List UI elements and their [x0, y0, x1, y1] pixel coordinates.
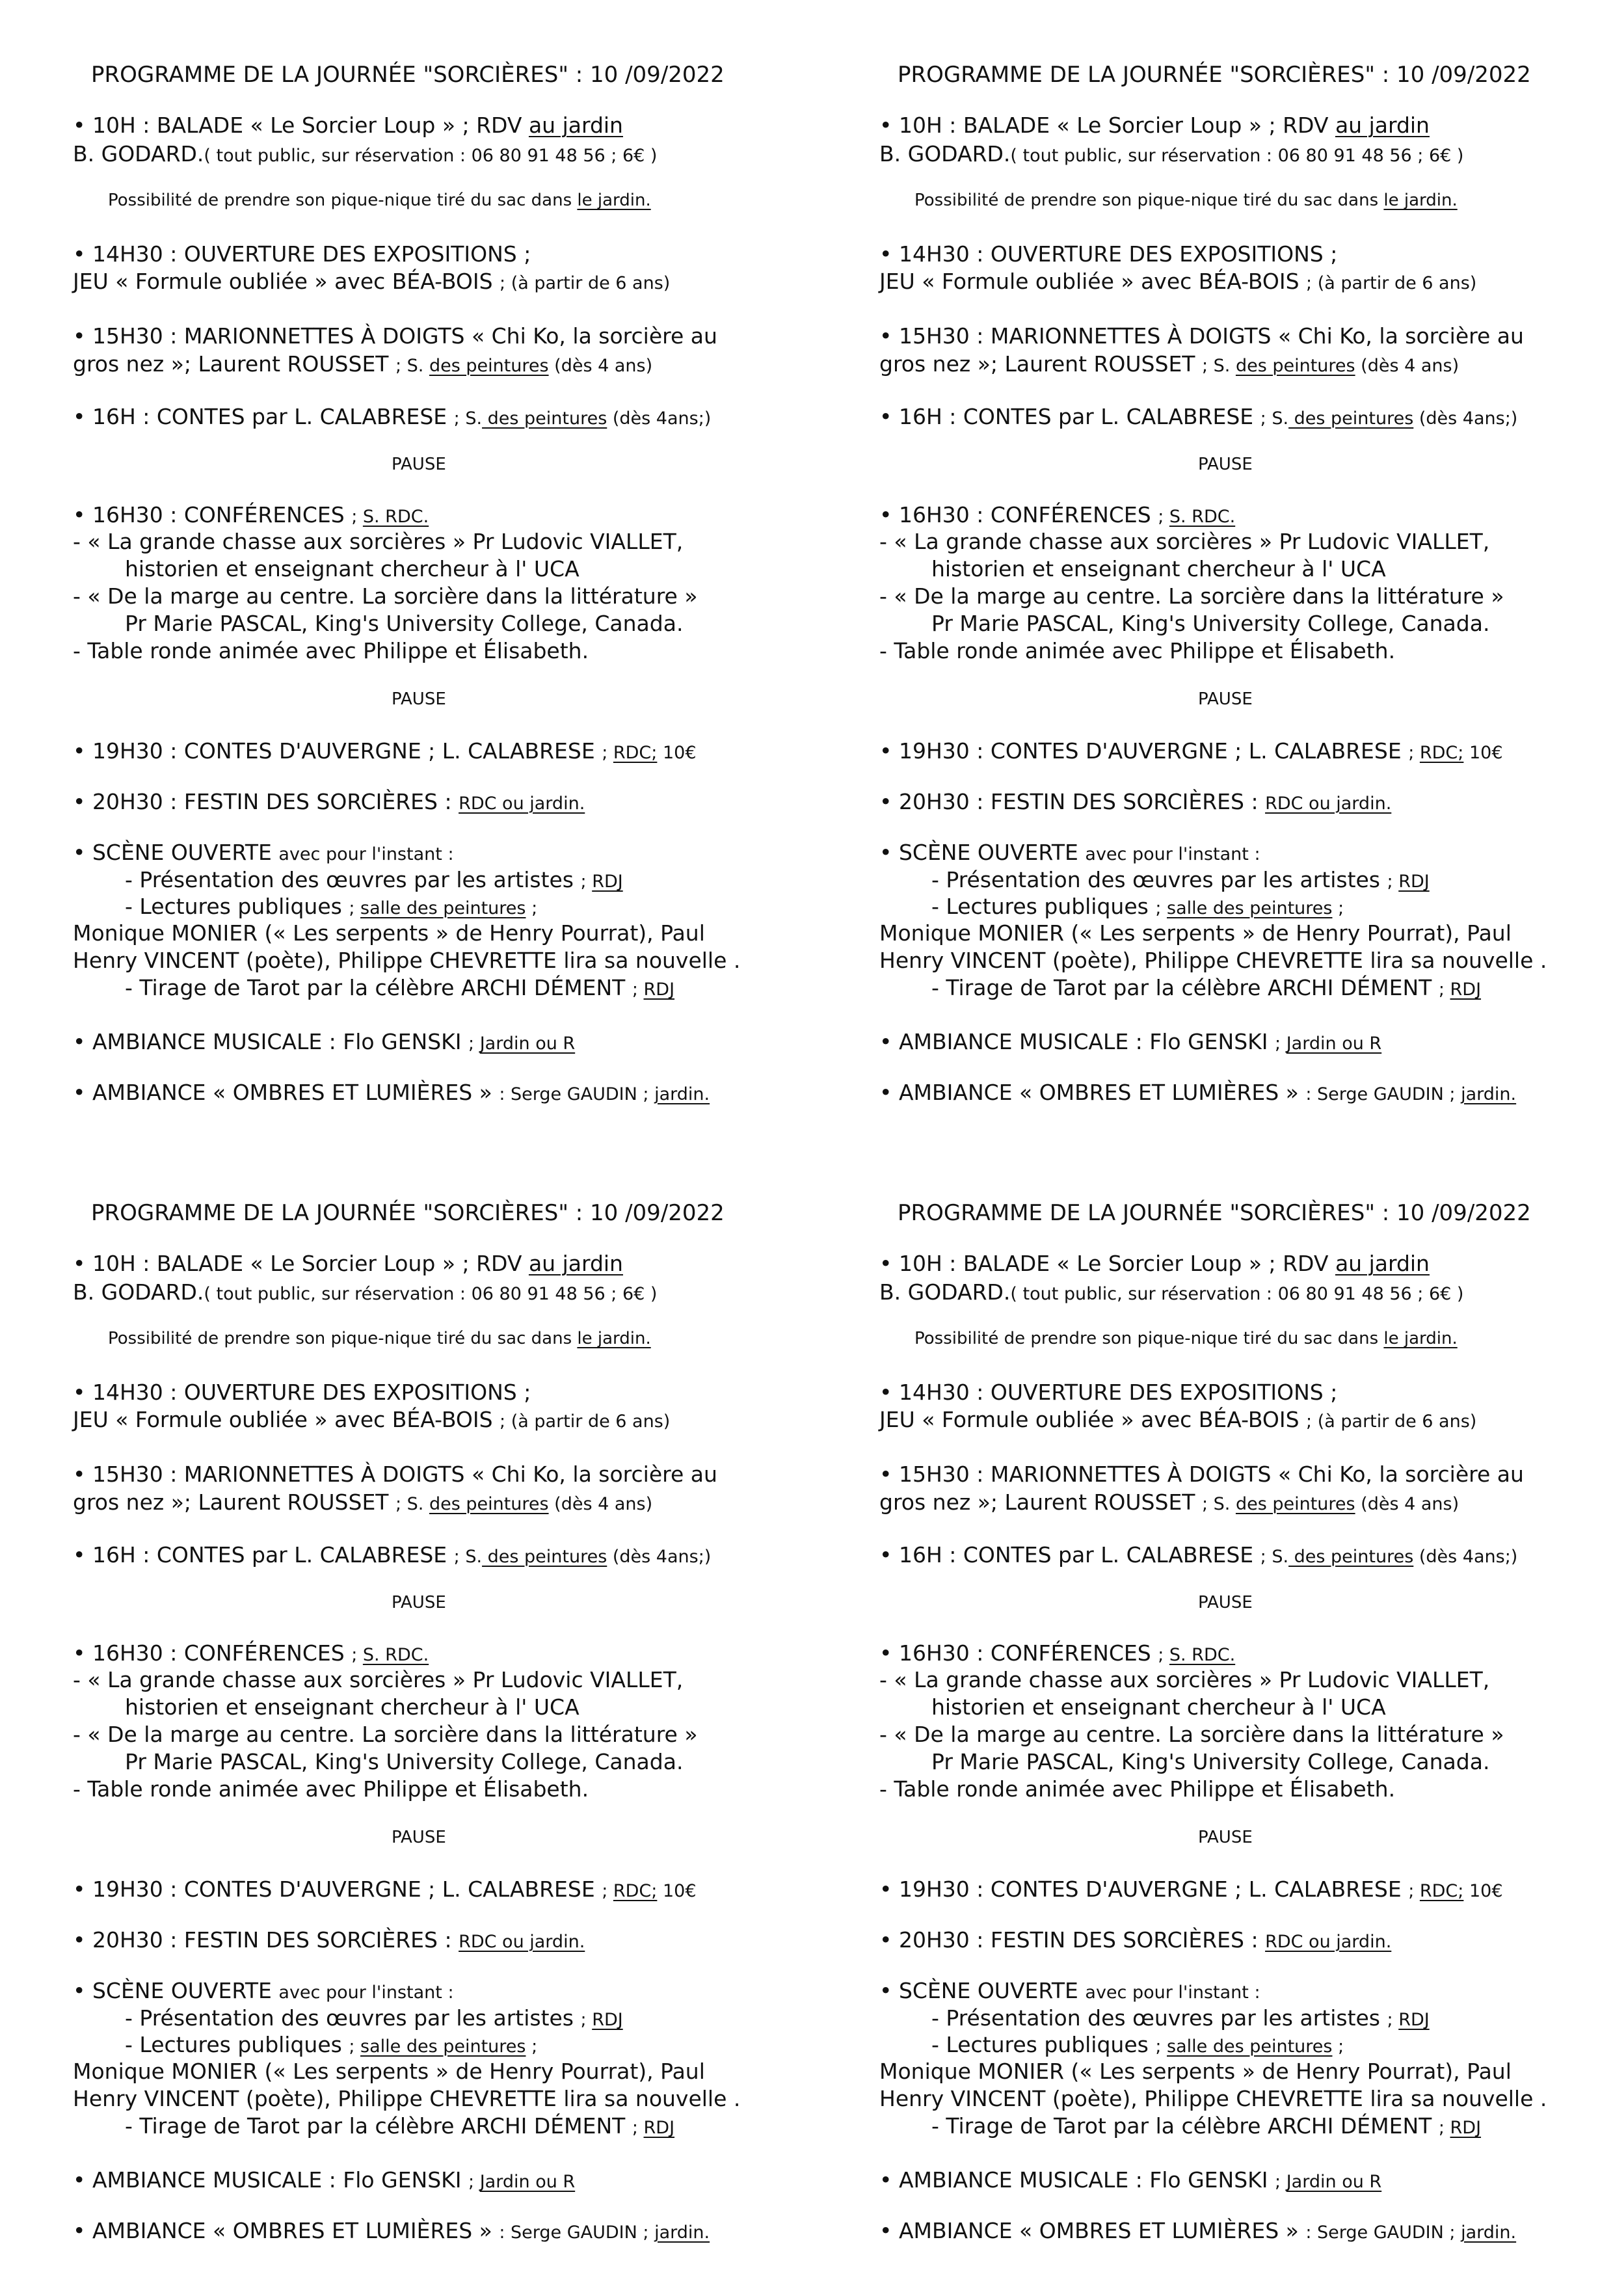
scene-line-4: Monique MONIER (« Les serpents » de Henry Pourrat), Paul	[879, 920, 1512, 946]
balade-line-2: B. GODARD.( tout public, sur réservation : 06 80 91 48 56 ; 6€ )	[73, 1279, 658, 1305]
pause-label-1: PAUSE	[392, 455, 446, 474]
conferences-line-6: - Table ronde animée avec Philippe et Élisabeth.	[879, 638, 1396, 663]
conferences-line-4: - « De la marge au centre. La sorcière dans la littérature »	[73, 1722, 698, 1747]
conferences-line-5: Pr Marie PASCAL, King's University College, Canada.	[125, 1749, 684, 1774]
musique-line: • AMBIANCE MUSICALE : Flo GENSKI ; Jardin ou R	[879, 2167, 1382, 2193]
scene-line-6: - Tirage de Tarot par la célèbre ARCHI DÉMENT ; RDJ	[931, 2113, 1482, 2139]
marionnettes-line-2: gros nez »; Laurent ROUSSET ; S. des peintures (dès 4 ans)	[879, 351, 1460, 377]
pause-label-1: PAUSE	[392, 1593, 446, 1612]
pause-label-2: PAUSE	[1198, 689, 1253, 709]
scene-line-3: - Lectures publiques ; salle des peintures ;	[125, 2032, 538, 2057]
scene-line-4: Monique MONIER (« Les serpents » de Henry Pourrat), Paul	[879, 2059, 1512, 2084]
marionnettes-line-1: • 15H30 : MARIONNETTES À DOIGTS « Chi Ko, la sorcière au	[73, 323, 717, 349]
marionnettes-line-2: gros nez »; Laurent ROUSSET ; S. des peintures (dès 4 ans)	[73, 1489, 653, 1515]
pause-label-1: PAUSE	[1198, 455, 1253, 474]
scene-line-1: • SCÈNE OUVERTE avec pour l'instant :	[73, 840, 454, 865]
conferences-line-5: Pr Marie PASCAL, King's University College, Canada.	[125, 611, 684, 636]
scene-line-1: • SCÈNE OUVERTE avec pour l'instant :	[879, 1978, 1260, 2003]
conferences-line-2: - « La grande chasse aux sorcières » Pr Ludovic VIALLET,	[73, 529, 684, 554]
conferences-line-3: historien et enseignant chercheur à l' UCA	[931, 1694, 1386, 1720]
festin-line: • 20H30 : FESTIN DES SORCIÈRES : RDC ou jardin.	[879, 789, 1392, 814]
scene-line-3: - Lectures publiques ; salle des peintures ;	[125, 894, 538, 919]
scene-line-2: - Présentation des œuvres par les artistes ; RDJ	[931, 2005, 1430, 2031]
conferences-line-3: historien et enseignant chercheur à l' UCA	[931, 556, 1386, 581]
musique-line: • AMBIANCE MUSICALE : Flo GENSKI ; Jardin ou R	[73, 1029, 576, 1054]
conferences-line-1: • 16H30 : CONFÉRENCES ; S. RDC.	[879, 502, 1236, 527]
balade-line-2: B. GODARD.( tout public, sur réservation : 06 80 91 48 56 ; 6€ )	[73, 141, 658, 167]
festin-line: • 20H30 : FESTIN DES SORCIÈRES : RDC ou jardin.	[879, 1927, 1392, 1953]
programme-title: PROGRAMME DE LA JOURNÉE "SORCIÈRES" : 10 /09/2022	[898, 62, 1531, 88]
balade-line-1: • 10H : BALADE « Le Sorcier Loup » ; RDV au jardin	[879, 113, 1430, 138]
conferences-line-6: - Table ronde animée avec Philippe et Élisabeth.	[879, 1776, 1396, 1802]
conferences-line-5: Pr Marie PASCAL, King's University College, Canada.	[931, 1749, 1490, 1774]
ombres-line: • AMBIANCE « OMBRES ET LUMIÈRES » : Serge GAUDIN ; jardin.	[879, 1080, 1517, 1105]
picnic-note: Possibilité de prendre son pique-nique tiré du sac dans le jardin.	[914, 1329, 1458, 1348]
conferences-line-4: - « De la marge au centre. La sorcière dans la littérature »	[879, 583, 1504, 609]
programme-flyer-4	[859, 1164, 1613, 2296]
balade-line-1: • 10H : BALADE « Le Sorcier Loup » ; RDV au jardin	[879, 1251, 1430, 1276]
scene-line-1: • SCÈNE OUVERTE avec pour l'instant :	[73, 1978, 454, 2003]
conferences-line-6: - Table ronde animée avec Philippe et Élisabeth.	[73, 638, 589, 663]
conferences-line-3: historien et enseignant chercheur à l' UCA	[125, 1694, 580, 1720]
conferences-line-2: - « La grande chasse aux sorcières » Pr Ludovic VIALLET,	[879, 529, 1490, 554]
ombres-line: • AMBIANCE « OMBRES ET LUMIÈRES » : Serge GAUDIN ; jardin.	[73, 1080, 710, 1105]
programme-flyer-3	[52, 1164, 826, 2296]
marionnettes-line-2: gros nez »; Laurent ROUSSET ; S. des peintures (dès 4 ans)	[73, 351, 653, 377]
musique-line: • AMBIANCE MUSICALE : Flo GENSKI ; Jardin ou R	[879, 1029, 1382, 1054]
programme-flyer-2	[859, 26, 1613, 1158]
scene-line-5: Henry VINCENT (poète), Philippe CHEVRETTE lira sa nouvelle .	[879, 948, 1547, 973]
ombres-line: • AMBIANCE « OMBRES ET LUMIÈRES » : Serge GAUDIN ; jardin.	[73, 2218, 710, 2243]
conferences-line-5: Pr Marie PASCAL, King's University College, Canada.	[931, 611, 1490, 636]
festin-line: • 20H30 : FESTIN DES SORCIÈRES : RDC ou jardin.	[73, 1927, 585, 1953]
expo-line-2: JEU « Formule oubliée » avec BÉA-BOIS ; (à partir de 6 ans)	[879, 269, 1477, 294]
scene-line-5: Henry VINCENT (poète), Philippe CHEVRETTE lira sa nouvelle .	[73, 948, 741, 973]
conferences-line-3: historien et enseignant chercheur à l' UCA	[125, 556, 580, 581]
contes-line: • 16H : CONTES par L. CALABRESE ; S. des peintures (dès 4ans;)	[73, 404, 712, 429]
scene-line-2: - Présentation des œuvres par les artistes ; RDJ	[931, 867, 1430, 892]
expo-line-1: • 14H30 : OUVERTURE DES EXPOSITIONS ;	[879, 1380, 1338, 1405]
contes-line: • 16H : CONTES par L. CALABRESE ; S. des peintures (dès 4ans;)	[73, 1542, 712, 1568]
scene-line-4: Monique MONIER (« Les serpents » de Henry Pourrat), Paul	[73, 2059, 705, 2084]
ombres-line: • AMBIANCE « OMBRES ET LUMIÈRES » : Serge GAUDIN ; jardin.	[879, 2218, 1517, 2243]
balade-line-1: • 10H : BALADE « Le Sorcier Loup » ; RDV au jardin	[73, 113, 623, 138]
scene-line-6: - Tirage de Tarot par la célèbre ARCHI DÉMENT ; RDJ	[125, 2113, 675, 2139]
scene-line-4: Monique MONIER (« Les serpents » de Henry Pourrat), Paul	[73, 920, 705, 946]
contes-auvergne-line: • 19H30 : CONTES D'AUVERGNE ; L. CALABRESE ; RDC; 10€	[73, 1876, 697, 1902]
conferences-line-1: • 16H30 : CONFÉRENCES ; S. RDC.	[73, 1640, 429, 1666]
marionnettes-line-1: • 15H30 : MARIONNETTES À DOIGTS « Chi Ko, la sorcière au	[73, 1462, 717, 1487]
pause-label-2: PAUSE	[392, 689, 446, 709]
balade-line-1: • 10H : BALADE « Le Sorcier Loup » ; RDV au jardin	[73, 1251, 623, 1276]
expo-line-1: • 14H30 : OUVERTURE DES EXPOSITIONS ;	[879, 241, 1338, 267]
pause-label-2: PAUSE	[392, 1828, 446, 1847]
scene-line-6: - Tirage de Tarot par la célèbre ARCHI DÉMENT ; RDJ	[931, 975, 1482, 1000]
musique-line: • AMBIANCE MUSICALE : Flo GENSKI ; Jardin ou R	[73, 2167, 576, 2193]
contes-line: • 16H : CONTES par L. CALABRESE ; S. des peintures (dès 4ans;)	[879, 404, 1518, 429]
picnic-note: Possibilité de prendre son pique-nique tiré du sac dans le jardin.	[914, 191, 1458, 210]
conferences-line-2: - « La grande chasse aux sorcières » Pr Ludovic VIALLET,	[73, 1667, 684, 1692]
contes-line: • 16H : CONTES par L. CALABRESE ; S. des peintures (dès 4ans;)	[879, 1542, 1518, 1568]
contes-auvergne-line: • 19H30 : CONTES D'AUVERGNE ; L. CALABRESE ; RDC; 10€	[879, 1876, 1503, 1902]
programme-title: PROGRAMME DE LA JOURNÉE "SORCIÈRES" : 10 /09/2022	[91, 62, 725, 88]
pause-label-2: PAUSE	[1198, 1828, 1253, 1847]
programme-title: PROGRAMME DE LA JOURNÉE "SORCIÈRES" : 10 /09/2022	[898, 1200, 1531, 1226]
expo-line-2: JEU « Formule oubliée » avec BÉA-BOIS ; (à partir de 6 ans)	[879, 1407, 1477, 1432]
scene-line-2: - Présentation des œuvres par les artistes ; RDJ	[125, 867, 623, 892]
balade-line-2: B. GODARD.( tout public, sur réservation : 06 80 91 48 56 ; 6€ )	[879, 141, 1464, 167]
conferences-line-4: - « De la marge au centre. La sorcière dans la littérature »	[879, 1722, 1504, 1747]
scene-line-5: Henry VINCENT (poète), Philippe CHEVRETTE lira sa nouvelle .	[879, 2086, 1547, 2111]
marionnettes-line-2: gros nez »; Laurent ROUSSET ; S. des peintures (dès 4 ans)	[879, 1489, 1460, 1515]
scene-line-3: - Lectures publiques ; salle des peintures ;	[931, 894, 1344, 919]
festin-line: • 20H30 : FESTIN DES SORCIÈRES : RDC ou jardin.	[73, 789, 585, 814]
scene-line-5: Henry VINCENT (poète), Philippe CHEVRETTE lira sa nouvelle .	[73, 2086, 741, 2111]
expo-line-2: JEU « Formule oubliée » avec BÉA-BOIS ; (à partir de 6 ans)	[73, 1407, 671, 1432]
picnic-note: Possibilité de prendre son pique-nique tiré du sac dans le jardin.	[108, 1329, 651, 1348]
conferences-line-1: • 16H30 : CONFÉRENCES ; S. RDC.	[879, 1640, 1236, 1666]
scene-line-1: • SCÈNE OUVERTE avec pour l'instant :	[879, 840, 1260, 865]
marionnettes-line-1: • 15H30 : MARIONNETTES À DOIGTS « Chi Ko, la sorcière au	[879, 1462, 1524, 1487]
scene-line-2: - Présentation des œuvres par les artistes ; RDJ	[125, 2005, 623, 2031]
scene-line-6: - Tirage de Tarot par la célèbre ARCHI DÉMENT ; RDJ	[125, 975, 675, 1000]
pause-label-1: PAUSE	[1198, 1593, 1253, 1612]
scene-line-3: - Lectures publiques ; salle des peintures ;	[931, 2032, 1344, 2057]
balade-line-2: B. GODARD.( tout public, sur réservation : 06 80 91 48 56 ; 6€ )	[879, 1279, 1464, 1305]
conferences-line-4: - « De la marge au centre. La sorcière dans la littérature »	[73, 583, 698, 609]
expo-line-1: • 14H30 : OUVERTURE DES EXPOSITIONS ;	[73, 241, 531, 267]
expo-line-1: • 14H30 : OUVERTURE DES EXPOSITIONS ;	[73, 1380, 531, 1405]
conferences-line-1: • 16H30 : CONFÉRENCES ; S. RDC.	[73, 502, 429, 527]
marionnettes-line-1: • 15H30 : MARIONNETTES À DOIGTS « Chi Ko, la sorcière au	[879, 323, 1524, 349]
contes-auvergne-line: • 19H30 : CONTES D'AUVERGNE ; L. CALABRESE ; RDC; 10€	[73, 738, 697, 764]
programme-title: PROGRAMME DE LA JOURNÉE "SORCIÈRES" : 10 /09/2022	[91, 1200, 725, 1226]
programme-flyer-1	[52, 26, 826, 1158]
conferences-line-2: - « La grande chasse aux sorcières » Pr Ludovic VIALLET,	[879, 1667, 1490, 1692]
contes-auvergne-line: • 19H30 : CONTES D'AUVERGNE ; L. CALABRESE ; RDC; 10€	[879, 738, 1503, 764]
expo-line-2: JEU « Formule oubliée » avec BÉA-BOIS ; (à partir de 6 ans)	[73, 269, 671, 294]
picnic-note: Possibilité de prendre son pique-nique tiré du sac dans le jardin.	[108, 191, 651, 210]
conferences-line-6: - Table ronde animée avec Philippe et Élisabeth.	[73, 1776, 589, 1802]
